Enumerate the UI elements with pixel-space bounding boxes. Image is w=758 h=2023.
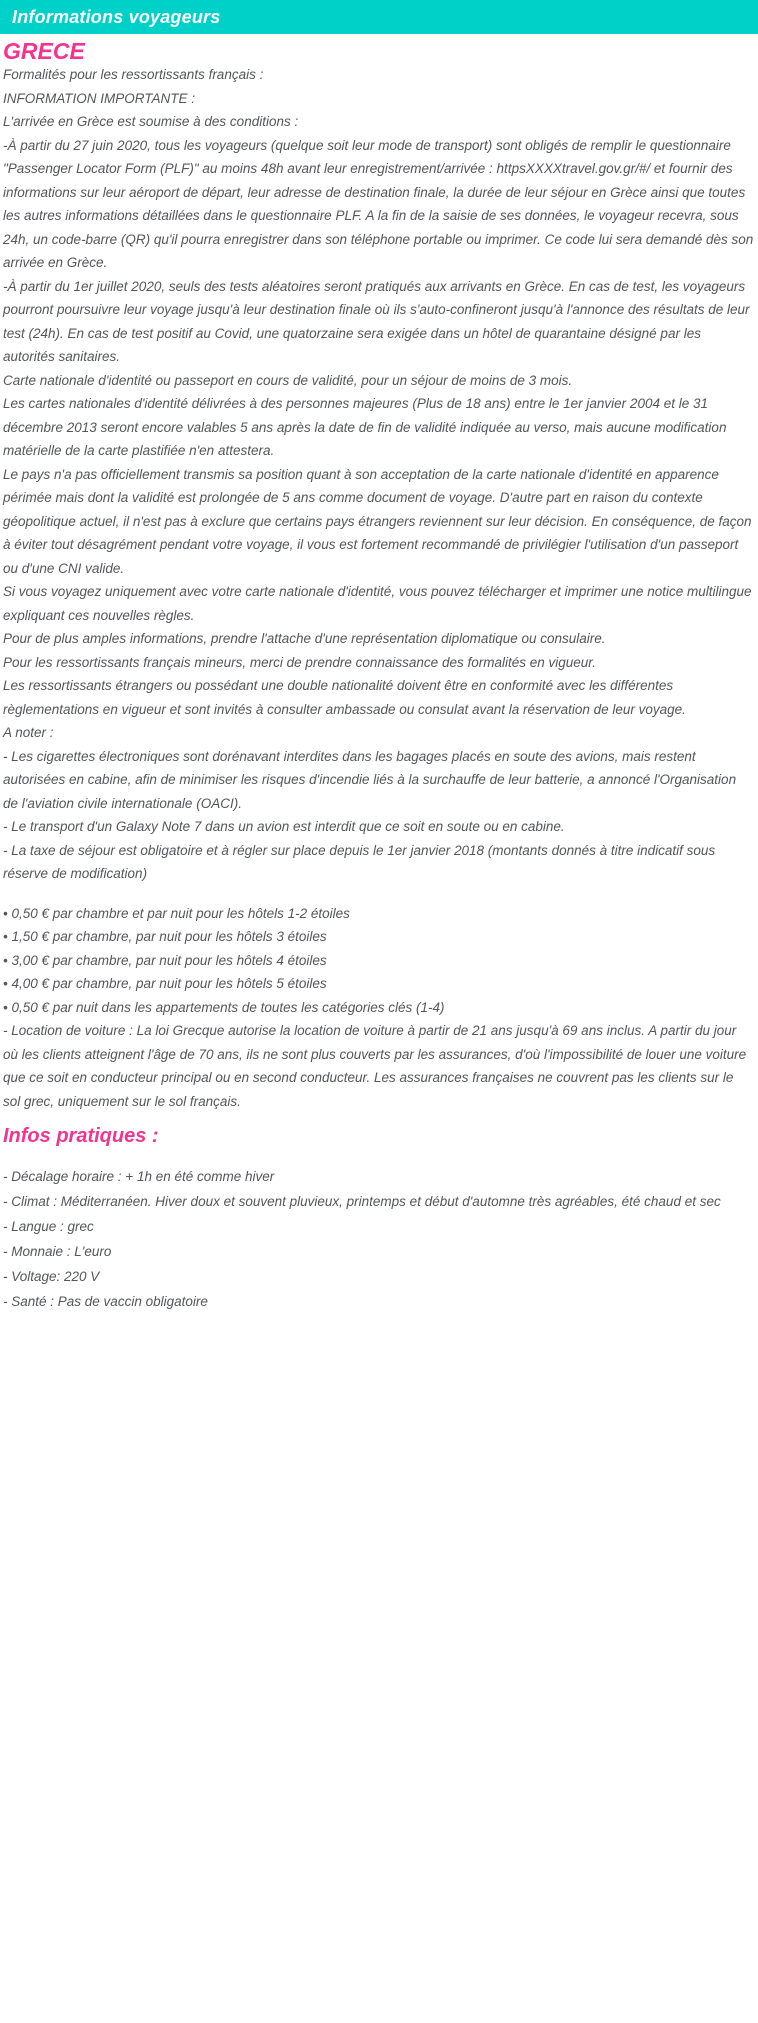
paragraph-information-importante: INFORMATION IMPORTANTE :	[3, 90, 195, 106]
page-title: Informations voyageurs	[12, 6, 221, 27]
paragraph-notice-multilingue: Si vous voyagez uniquement avec votre carte nationale d'identité, vous pouvez télécharger et imprimer une notice multilingue expliquant ces nouvelles règles.	[3, 584, 752, 623]
paragraph-position-pays: Le pays n'a pas officiellement transmis sa position quant à son acceptation de la carte nationale d'identité en apparence périmée mais dont la validité est prolongée de 5 ans comme document de voyage. D'autre part en raison du contexte géopolitique actuel, il n'est pas à exclure que certains pays étrangers reviennent sur leur décision. En conséquence, de façon à éviter tout désagrément pendant votre voyage, il vous est fortement recommandé de privilégier l'utilisation d'un passeport ou d'une CNI valide.	[3, 466, 752, 576]
paragraph-cartes-validite: Les cartes nationales d'identité délivrées à des personnes majeures (Plus de 18 ans) entre le 1er janvier 2004 et le 31 décembre 2013 seront encore valables 5 ans après la date de fin de validité indiquée au verso, mais aucune modification matérielle de la carte plastifiée n'en attestera.	[3, 396, 727, 458]
infos-pratiques-list	[3, 1164, 754, 1314]
infos-pratiques-heading: Infos pratiques :	[3, 1125, 159, 1147]
paragraph-formalites: Formalités pour les ressortissants français :	[3, 67, 264, 82]
paragraph-tests-aleatoires: -À partir du 1er juillet 2020, seuls des tests aléatoires seront pratiqués aux arrivants en Grèce. En cas de test, les voyageurs pourront poursuivre leur voyage jusqu'à leur destination finale où ils s'auto-confineront jusqu'à l'annonce des résultats de leur test (24h). En cas de test positif au Covid, une quatorzaine sera exigée dans un hôtel de quarantaine désigné par les autorités sanitaires.	[3, 278, 750, 364]
paragraph-location-voiture: - Location de voiture : La loi Grecque autorise la location de voiture à partir de 21 ans jusqu'à 69 ans inclus. A partir du jour où les clients atteignent l'âge de 70 ans, ils ne sont plus couverts par les assurances, d'où l'impossibilité de louer une voiture que ce soit en conducteur principal ou en second conducteur. Les assurances françaises ne couvrent pas les clients sur le sol grec, uniquement sur le sol français.	[3, 1023, 747, 1109]
info-langue: - Langue : grec	[3, 1219, 94, 1234]
tax-bullet-hotels-4: • 3,00 € par chambre, par nuit pour les hôtels 4 étoiles	[3, 952, 327, 968]
paragraph-a-noter: A noter :	[3, 725, 54, 740]
tax-bullet-list	[3, 902, 754, 1020]
paragraph-galaxy-note7: - Le transport d'un Galaxy Note 7 dans un avion est interdit que ce soit en soute ou en cabine.	[3, 819, 565, 834]
paragraph-carte-identite: Carte nationale d'identité ou passeport en cours de validité, pour un séjour de moins de 3 mois.	[3, 372, 573, 388]
tax-bullet-hotels-1-2: • 0,50 € par chambre et par nuit pour les hôtels 1-2 étoiles	[3, 905, 350, 921]
info-decalage-horaire: - Décalage horaire : + 1h en été comme hiver	[3, 1169, 275, 1184]
paragraph-mineurs: Pour les ressortissants français mineurs, merci de prendre connaissance des formalités en vigueur.	[3, 654, 597, 670]
paragraph-plf: -À partir du 27 juin 2020, tous les voyageurs (quelque soit leur mode de transport) sont obligés de remplir le questionnaire "Passenger Locator Form (PLF)" au moins 48h avant leur enregistrement/arrivée : httpsXXXXtravel.gov.gr/#/ et fournir des informations sur leur aéroport de départ, leur adresse de destination finale, la durée de leur séjour en Grèce ainsi que toutes les autres informations détaillées dans le questionnaire PLF. A la fin de la saisie de ses données, le voyageur recevra, sous 24h, un code-barre (QR) qu'il pourra enregistrer dans son téléphone portable ou imprimer. Ce code lui sera demandé dès son arrivée en Grèce.	[3, 137, 754, 270]
tax-bullet-hotels-5: • 4,00 € par chambre, par nuit pour les hôtels 5 étoiles	[3, 976, 327, 991]
paragraph-representation-diplomatique: Pour de plus amples informations, prendre l'attache d'une représentation diplomatique ou consulaire.	[3, 631, 606, 646]
paragraph-double-nationalite: Les ressortissants étrangers ou possédant une double nationalité doivent être en conformité avec les différentes règlementations en vigueur et sont invités à consulter ambassade ou consulat avant la réservation de leur voyage.	[3, 678, 686, 717]
travel-info-content	[0, 40, 758, 1328]
info-voltage: - Voltage: 220 V	[3, 1269, 100, 1284]
info-climat: - Climat : Méditerranéen. Hiver doux et souvent pluvieux, printemps et début d'automne très agréables, été chaud et sec	[3, 1194, 721, 1209]
tax-bullet-hotels-3: • 1,50 € par chambre, par nuit pour les hôtels 3 étoiles	[3, 929, 327, 944]
paragraph-taxe-sejour: - La taxe de séjour est obligatoire et à régler sur place depuis le 1er janvier 2018 (montants donnés à titre indicatif sous réserve de modification)	[3, 842, 716, 881]
travel-info-header-bar	[0, 0, 758, 34]
paragraph-arrivee-conditions: L'arrivée en Grèce est soumise à des conditions :	[3, 114, 299, 129]
paragraph-cigarettes-electroniques: - Les cigarettes électroniques sont dorénavant interdites dans les bagages placés en soute des avions, mais restent autorisées en cabine, afin de minimiser les risques d'incendie liés à la surchauffe de leur batterie, a annoncé l'Organisation de l'aviation civile internationale (OACI).	[3, 748, 737, 811]
info-sante: - Santé : Pas de vaccin obligatoire	[3, 1294, 208, 1309]
info-monnaie: - Monnaie : L'euro	[3, 1244, 112, 1259]
country-heading: GRECE	[3, 38, 85, 64]
tax-bullet-appartements: • 0,50 € par nuit dans les appartements de toutes les catégories clés (1-4)	[3, 999, 445, 1015]
